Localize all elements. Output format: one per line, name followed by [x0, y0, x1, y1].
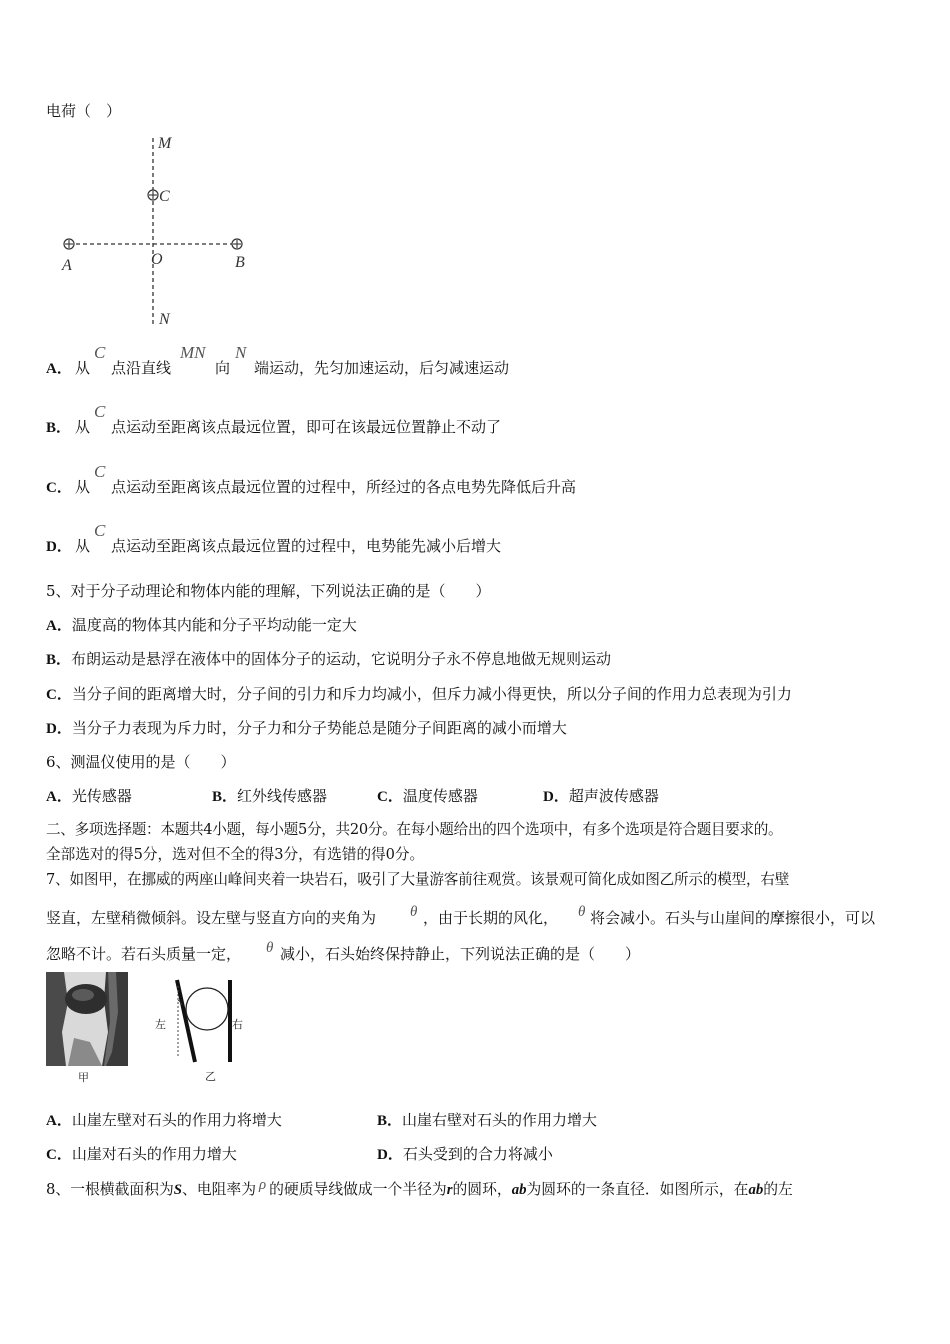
q4-charge-diagram — [55, 128, 275, 333]
q7-option-b-text: 山崖右壁对石头的作用力增大 — [402, 1111, 598, 1129]
charge-b-icon — [232, 239, 242, 249]
q4-option-b-post: 点运动至距离该点最远位置，即可在该最远位置静止不动了 — [111, 418, 502, 436]
q7-theta-2: θ — [578, 904, 586, 920]
q7-option-d-text: 石头受到的合力将减小 — [402, 1145, 553, 1163]
q5-option-b — [46, 649, 611, 670]
q5-option-b-letter: B． — [46, 652, 72, 668]
fig-yi-label: 乙 — [205, 1070, 216, 1083]
q5-option-a-text: 温度高的物体其内能和分子平均动能一定大 — [71, 616, 357, 634]
q4-option-a-pre: 从 — [75, 359, 91, 377]
q6-option-a-text: 光传感器 — [71, 787, 132, 805]
q7-theta-1: θ — [410, 904, 418, 920]
q7-option-c — [46, 1144, 237, 1165]
q8-part5: 为圆环的一条直径．如图所示，在 — [526, 1181, 749, 1198]
q7-option-b — [377, 1110, 597, 1131]
q7-line2c: 将会减小。石头与山崖间的摩擦很小，可以 — [590, 909, 876, 927]
q4-option-c-var: C — [94, 462, 106, 481]
q4-option-c-pre: 从 — [75, 478, 91, 496]
q7-line2b: ，由于长期的风化， — [423, 909, 559, 927]
q8-var-r: r — [446, 1182, 453, 1198]
q6-option-c-letter: C． — [377, 789, 403, 805]
q6-option-c — [377, 786, 478, 807]
q7-line1: 7、如图甲，在挪威的两座山峰间夹着一块岩石，吸引了大量游客前往观赏。该景观可简化成如图乙所示的模型，右壁 — [46, 871, 790, 888]
q7-option-a-letter: A． — [46, 1113, 72, 1129]
q7-line3b: 减小，石头始终保持静止，下列说法正确的是（ ） — [280, 945, 641, 963]
q7-line3a: 忽略不计。若石头质量一定， — [46, 945, 242, 963]
q7-photo-rock — [46, 972, 128, 1066]
q7-option-a — [46, 1110, 282, 1131]
q7-caption-jia — [76, 1068, 96, 1086]
q4-option-a-mid: 点沿直线 — [111, 359, 172, 377]
q4-option-c-post: 点运动至距离该点最远位置的过程中，所经过的各点电势先降低后升高 — [111, 478, 577, 496]
section2-line2: 全部选对的得5分，选对但不全的得3分，有选错的得0分。 — [46, 846, 425, 863]
label-b: B — [235, 254, 245, 271]
q4-option-a-var: C — [94, 343, 106, 362]
q4-option-a-post: 端运动，先匀加速运动，后匀减速运动 — [254, 359, 510, 377]
q5-option-d — [46, 718, 567, 739]
q8-part1: 8、一根横截面积为 — [46, 1181, 174, 1198]
q4-option-a-var2: MN — [180, 343, 206, 362]
q4-option-b-letter: B． — [46, 420, 72, 436]
q6-option-b-text: 红外线传感器 — [237, 787, 328, 805]
q4-option-c-letter: C． — [46, 480, 72, 496]
label-a: A — [62, 257, 72, 274]
q6-option-b-letter: B． — [212, 789, 238, 805]
q4-stem-end: 电荷（ ） — [46, 102, 122, 120]
q7-theta-3: θ — [266, 940, 274, 956]
q5-option-d-text: 当分子力表现为斥力时，分子力和分子势能总是随分子间距离的减小而增大 — [71, 719, 567, 737]
charge-a-icon — [64, 239, 74, 249]
q6-option-a — [46, 786, 132, 807]
label-m: M — [158, 135, 172, 152]
q5-option-a-letter: A． — [46, 618, 72, 634]
q5-option-a — [46, 615, 357, 636]
q5-option-c — [46, 684, 792, 705]
q7-model-diagram — [150, 978, 250, 1086]
q6-option-b — [212, 786, 327, 807]
q7-option-d — [377, 1144, 553, 1165]
section2-line1: 二、多项选择题：本题共4小题，每小题5分，共20分。在每小题给出的四个选项中，有多个选项是符合题目要求的。 — [46, 821, 783, 838]
q5-option-d-letter: D． — [46, 721, 72, 737]
q4-option-a-mid2: 向 — [215, 359, 231, 377]
label-c: C — [159, 188, 170, 205]
q6-option-d-letter: D． — [543, 789, 569, 805]
q4-option-d-post: 点运动至距离该点最远位置的过程中，电势能先减小后增大 — [111, 537, 502, 555]
q4-option-a-var3: N — [235, 343, 247, 362]
label-n: N — [159, 311, 170, 328]
q8-var-ab-2: ab — [748, 1182, 764, 1198]
q7-option-c-text: 山崖对石头的作用力增大 — [71, 1145, 237, 1163]
q7-option-a-text: 山崖左壁对石头的作用力将增大 — [71, 1111, 282, 1129]
q8-var-rho: ρ — [259, 1177, 267, 1193]
q7-line2a: 竖直，左壁稍微倾斜。设左壁与竖直方向的夹角为 — [46, 909, 377, 927]
fig-jia-label: 甲 — [78, 1071, 89, 1084]
q5-option-c-text: 当分子间的距离增大时，分子间的引力和斥力均减小，但斥力减小得更快，所以分子间的作用力总表现为引力 — [71, 685, 792, 703]
fig-left-label: 左 — [155, 1018, 166, 1031]
q6-option-d — [543, 786, 659, 807]
q5-option-b-text: 布朗运动是悬浮在液体中的固体分子的运动，它说明分子永不停息地做无规则运动 — [71, 650, 612, 668]
fig-right-label: 右 — [232, 1018, 243, 1031]
q8-part3: 的硬质导线做成一个半径为 — [269, 1181, 447, 1198]
q8-part6: 的左 — [763, 1181, 793, 1198]
q8-line1 — [46, 1177, 793, 1200]
q5-option-c-letter: C． — [46, 687, 72, 703]
q8-var-s: S — [173, 1182, 183, 1198]
label-o: O — [151, 251, 163, 268]
q8-part4: 的圆环， — [452, 1181, 512, 1198]
q6-option-d-text: 超声波传感器 — [568, 787, 659, 805]
q7-option-b-letter: B． — [377, 1113, 403, 1129]
q4-option-b-pre: 从 — [75, 418, 91, 436]
q8-var-ab-1: ab — [511, 1182, 527, 1198]
q7-option-d-letter: D． — [377, 1147, 403, 1163]
q8-part2: 、电阻率为 — [182, 1181, 257, 1198]
q6-stem: 6、测温仪使用的是（ ） — [46, 753, 236, 771]
q6-option-c-text: 温度传感器 — [402, 787, 478, 805]
q5-stem: 5、对于分子动理论和物体内能的理解，下列说法正确的是（ ） — [46, 582, 491, 600]
q7-option-c-letter: C． — [46, 1147, 72, 1163]
q4-option-d-pre: 从 — [75, 537, 91, 555]
q4-option-b-var: C — [94, 402, 106, 421]
q4-option-d-var: C — [94, 521, 106, 540]
q4-option-a-letter: A． — [46, 361, 72, 377]
charge-c-icon — [148, 190, 158, 200]
q4-option-d-letter: D． — [46, 539, 72, 555]
q6-option-a-letter: A． — [46, 789, 72, 805]
